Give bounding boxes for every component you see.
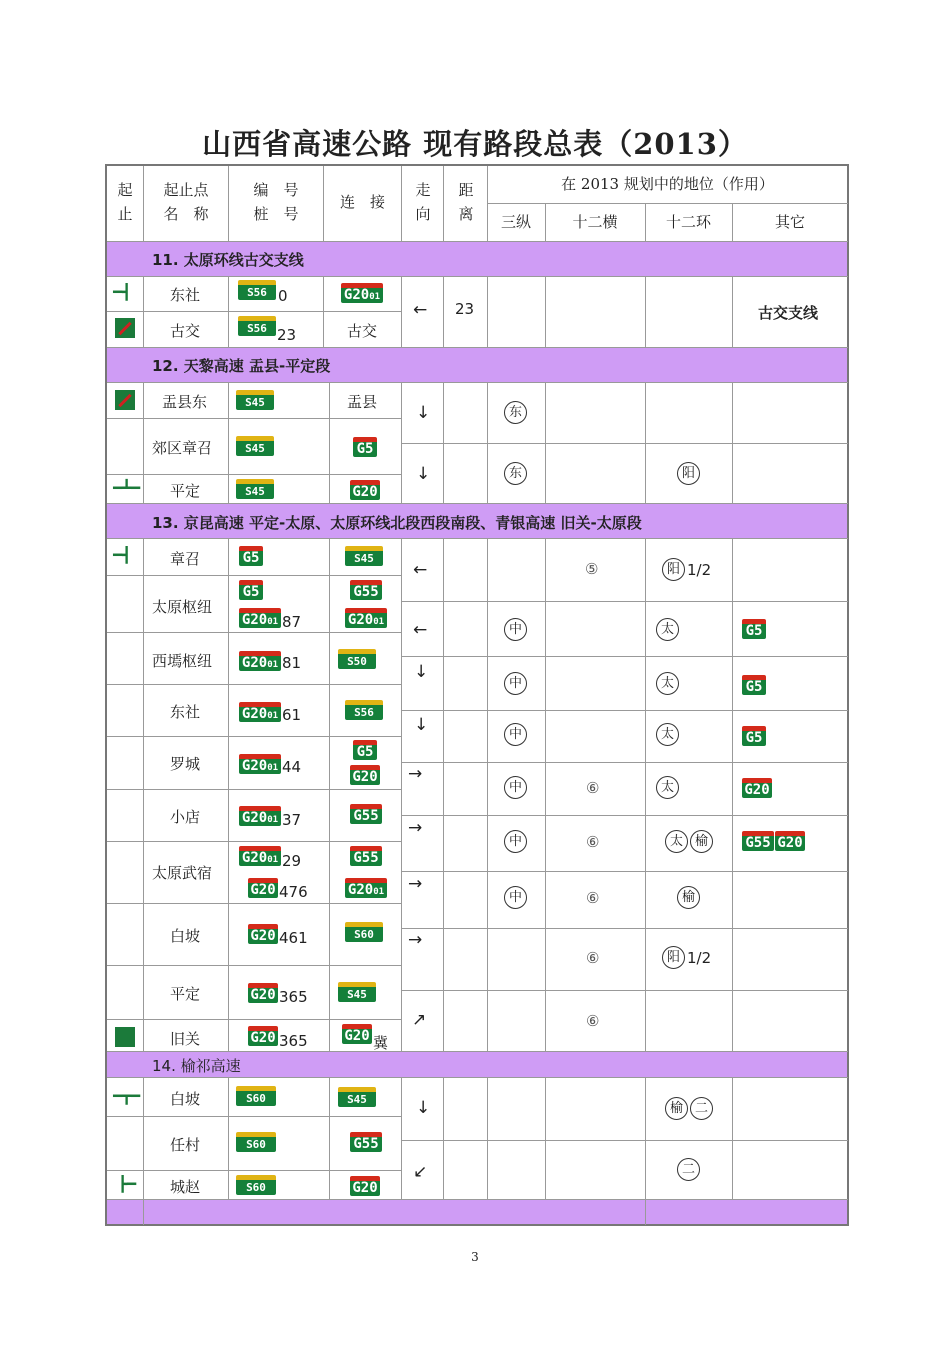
direction-right-icon: →: [408, 764, 423, 784]
header-shierhuan: 十二环: [665, 213, 711, 231]
circled-mark: 榆: [677, 886, 700, 909]
circled-mark: 中: [504, 830, 527, 853]
circled-number-mark: ⑥: [586, 889, 600, 907]
direction-down-icon: ↓: [414, 715, 429, 735]
route-code: G20: [343, 287, 370, 303]
direction-down-icon: ↓: [416, 1098, 431, 1118]
grid-line: [443, 166, 444, 241]
page-number: 3: [471, 1250, 479, 1264]
route-badge-s56: S56: [238, 316, 276, 336]
grid-line: [487, 1077, 488, 1199]
section-title-14: 14. 榆祁高速: [152, 1057, 241, 1075]
route-badge-g20: G20: [342, 1024, 372, 1044]
connect-text: 盂县: [347, 393, 378, 411]
circled-mark: 东: [504, 401, 527, 424]
grid-line: [732, 276, 733, 347]
section-title-11: 11. 太原环线古交支线: [152, 251, 304, 269]
grid-line: [401, 601, 848, 602]
direction-left-icon: ←: [413, 620, 428, 640]
direction-left-icon: ←: [413, 300, 428, 320]
route-badge-g20: G20: [775, 831, 805, 851]
section-title-13: 13. 京昆高速 平定-太原、太原环线北段西段南段、青银高速 旧关-太原段: [152, 514, 642, 532]
grid-line: [443, 1077, 444, 1199]
grid-line: [107, 1170, 401, 1171]
grid-line: [107, 575, 401, 576]
route-badge-g20: G20: [248, 983, 278, 1003]
circled-mark: 二: [690, 1097, 713, 1120]
route-badge-g2001: [239, 651, 281, 671]
route-badge-g20: G20: [248, 1026, 278, 1046]
route-code-sub: 01: [267, 660, 279, 670]
place-name: 东社: [170, 703, 201, 721]
stake-number: 29: [282, 852, 302, 870]
route-badge-g55: G55: [350, 1132, 382, 1152]
route-badge-g2001: [341, 283, 383, 303]
header-shierheng: 十二横: [572, 213, 618, 231]
direction-down-icon: ↓: [416, 403, 431, 423]
circled-mark: 太: [656, 672, 679, 695]
route-badge-g2001: [345, 878, 387, 898]
route-badge-g55: G55: [350, 804, 382, 824]
route-code-sub: 01: [267, 711, 279, 721]
place-name: 东社: [170, 286, 201, 304]
grid-line: [487, 382, 488, 503]
route-code-sub: 01: [373, 617, 385, 627]
route-code-sub: 01: [369, 292, 381, 302]
place-name: 平定: [170, 985, 201, 1003]
direction-left-icon: ←: [413, 560, 428, 580]
route-badge-g5: G5: [742, 675, 766, 695]
grid-line: [329, 1077, 330, 1199]
route-badge-g2001: [239, 754, 281, 774]
route-badge-g2001: [345, 608, 387, 628]
grid-line: [732, 382, 733, 503]
connect-text: 冀: [373, 1034, 389, 1052]
grid-line: [143, 1077, 144, 1225]
grid-line: [645, 382, 646, 503]
circled-mark: 太: [656, 723, 679, 746]
grid-line: [143, 166, 144, 241]
ratio-text: 1/2: [687, 561, 712, 579]
grid-line: [228, 538, 229, 1051]
stake-number: 461: [279, 929, 308, 947]
route-badge-s60: S60: [236, 1132, 276, 1152]
grid-line: [228, 166, 229, 241]
route-badge-g20: G20: [248, 878, 278, 898]
grid-line: [443, 276, 444, 347]
place-name: 古交: [170, 322, 201, 340]
grid-line: [401, 928, 848, 929]
place-name: 白坡: [170, 927, 201, 945]
route-code: G20: [241, 706, 268, 722]
route-badge-s45: S45: [236, 479, 274, 499]
route-badge-s45: S45: [236, 436, 274, 456]
grid-line: [401, 710, 848, 711]
grid-line: [107, 382, 848, 383]
place-name: 郊区章召: [152, 439, 213, 457]
route-badge-s60: S60: [236, 1175, 276, 1195]
header-other: 其它: [774, 213, 805, 231]
grid-line: [645, 1077, 646, 1225]
circled-number-mark: ⑤: [585, 560, 599, 578]
place-name: 太原武宿: [152, 864, 213, 882]
route-badge-g20: G20: [350, 480, 380, 500]
grid-line: [401, 871, 848, 872]
grid-line: [107, 903, 401, 904]
route-badge-g20: G20: [248, 924, 278, 944]
grid-line: [401, 762, 848, 763]
circled-mark: 阳: [662, 946, 685, 969]
direction-right-icon: →: [408, 874, 423, 894]
circled-number-mark: ⑥: [586, 779, 600, 797]
circled-mark: 阳: [662, 558, 685, 581]
route-badge-s60: S60: [236, 1086, 276, 1106]
route-code-sub: 01: [267, 855, 279, 865]
route-badge-s56: S56: [345, 700, 383, 720]
route-code: G20: [241, 612, 268, 628]
grid-line: [443, 538, 444, 1051]
route-badge-g2001: [239, 702, 281, 722]
route-badge-s60: S60: [345, 922, 383, 942]
route-badge-g55: G55: [350, 580, 382, 600]
grid-line: [107, 1199, 848, 1200]
route-badge-s56: S56: [238, 280, 276, 300]
circled-number-mark: ⑥: [586, 1012, 600, 1030]
header-group: 在 2013 规划中的地位（作用）: [561, 175, 774, 193]
grid-line: [107, 841, 401, 842]
grid-line: [545, 276, 546, 347]
grid-line: [732, 538, 733, 1051]
place-name: 旧关: [170, 1030, 201, 1048]
grid-line: [107, 736, 401, 737]
route-badge-g2001: [239, 806, 281, 826]
grid-line: [732, 1077, 733, 1199]
header-connect: 连 接: [339, 193, 385, 211]
grid-line: [107, 311, 401, 312]
stake-number: 365: [279, 1032, 308, 1050]
place-name: 罗城: [170, 755, 201, 773]
route-badge-g20: G20: [350, 765, 380, 785]
place-name: 白坡: [170, 1090, 201, 1108]
direction-right-icon: →: [408, 818, 423, 838]
route-code: G20: [241, 655, 268, 671]
route-code: G20: [241, 810, 268, 826]
expressway-start-icon: [115, 1027, 135, 1047]
stake-number: 476: [279, 883, 308, 901]
direction-up-right-icon: ↗: [412, 1010, 427, 1030]
other-note: 古交支线: [758, 304, 819, 322]
route-badge-g5: G5: [239, 580, 263, 600]
header-name: 起止点 名 称: [163, 181, 209, 223]
grid-line: [487, 276, 488, 347]
circled-mark: 阳: [677, 462, 700, 485]
grid-line: [107, 1019, 401, 1020]
route-badge-s45: S45: [236, 390, 274, 410]
route-code-sub: 01: [267, 815, 279, 825]
grid-line: [545, 382, 546, 503]
circled-mark: 中: [504, 618, 527, 641]
no-expressway-icon: [115, 390, 135, 410]
route-code: G20: [241, 850, 268, 866]
grid-line: [107, 347, 848, 348]
distance-value: 23: [455, 300, 475, 318]
junction-symbol-icon: ━┫: [113, 546, 132, 564]
grid-line: [401, 443, 848, 444]
grid-line: [107, 965, 401, 966]
page-title: 山西省高速公路 现有路段总表（2013）: [202, 127, 748, 161]
route-badge-g55: G55: [742, 831, 774, 851]
stake-number: 87: [282, 613, 302, 631]
section-title-12: 12. 天黎高速 盂县-平定段: [152, 357, 331, 375]
route-code-sub: 01: [373, 887, 385, 897]
circled-mark: 榆: [690, 830, 713, 853]
place-name: 小店: [170, 808, 201, 826]
circled-mark: 太: [656, 776, 679, 799]
direction-down-icon: ↓: [414, 662, 429, 682]
route-badge-g5: G5: [742, 619, 766, 639]
circled-mark: 榆: [665, 1097, 688, 1120]
grid-line: [329, 382, 330, 503]
ratio-text: 1/2: [687, 949, 712, 967]
grid-line: [329, 538, 330, 1051]
route-badge-g5: G5: [353, 740, 377, 760]
circled-mark: 太: [656, 618, 679, 641]
route-code-sub: 01: [267, 763, 279, 773]
circled-mark: 太: [665, 830, 688, 853]
circled-mark: 中: [504, 672, 527, 695]
header-qizhi: 起 止: [117, 181, 133, 223]
grid-line: [107, 241, 848, 242]
place-name: 章召: [170, 550, 201, 568]
grid-line: [228, 382, 229, 503]
grid-line: [143, 276, 144, 347]
grid-line: [487, 538, 488, 1051]
circled-mark: 中: [504, 886, 527, 909]
route-code: G20: [347, 882, 374, 898]
grid-line: [487, 203, 848, 204]
direction-down-left-icon: ↙: [413, 1162, 428, 1182]
junction-symbol-icon: ━┫: [113, 283, 132, 301]
grid-line: [401, 382, 402, 503]
grid-line: [107, 538, 848, 539]
grid-line: [323, 166, 324, 241]
grid-line: [107, 1077, 848, 1078]
header-sanzong: 三纵: [500, 213, 531, 231]
grid-line: [228, 1077, 229, 1199]
route-badge-g55: G55: [350, 846, 382, 866]
grid-line: [107, 1116, 401, 1117]
route-code-sub: 01: [267, 617, 279, 627]
grid-line: [107, 418, 401, 419]
grid-line: [107, 1051, 848, 1052]
grid-line: [143, 538, 144, 1051]
grid-line: [401, 166, 402, 241]
place-name: 平定: [170, 482, 201, 500]
route-code: G20: [241, 758, 268, 774]
grid-line: [545, 1077, 546, 1199]
grid-line: [143, 382, 144, 503]
direction-down-icon: ↓: [416, 464, 431, 484]
grid-line: [545, 538, 546, 1051]
stake-number: 81: [282, 654, 302, 672]
route-badge-s45: S45: [338, 1087, 376, 1107]
junction-symbol-icon: ━┳━: [113, 1087, 141, 1105]
place-name: 太原枢纽: [152, 598, 213, 616]
place-name: 西墕枢纽: [152, 652, 213, 670]
header-distance: 距 离: [458, 181, 474, 223]
grid-line: [323, 276, 324, 347]
grid-line: [401, 656, 848, 657]
place-name: 盂县东: [162, 393, 208, 411]
stake-number: 61: [282, 706, 302, 724]
route-badge-g2001: [239, 608, 281, 628]
route-badge-s50: S50: [338, 649, 376, 669]
grid-line: [107, 474, 401, 475]
grid-line: [401, 815, 848, 816]
grid-line: [401, 1077, 402, 1199]
junction-symbol-icon: ┣━: [118, 1175, 137, 1193]
grid-line: [645, 538, 646, 1051]
stake-number: 0: [278, 287, 288, 305]
route-badge-s45: S45: [345, 546, 383, 566]
stake-number: 37: [282, 811, 302, 829]
circled-mark: 中: [504, 723, 527, 746]
grid-line: [107, 503, 848, 504]
route-badge-g5: G5: [742, 726, 766, 746]
stake-number: 23: [277, 326, 297, 344]
connect-text: 古交: [347, 322, 378, 340]
circled-mark: 中: [504, 776, 527, 799]
route-badge-g20: G20: [350, 1176, 380, 1196]
no-expressway-icon: [115, 318, 135, 338]
place-name: 任村: [170, 1136, 201, 1154]
route-code: G20: [347, 612, 374, 628]
grid-line: [107, 789, 401, 790]
grid-line: [401, 1140, 848, 1141]
circled-mark: 二: [677, 1158, 700, 1181]
header-code: 编 号 桩 号: [253, 181, 299, 223]
stake-number: 44: [282, 758, 302, 776]
grid-line: [401, 276, 402, 347]
junction-symbol-icon: ━┻━: [113, 479, 141, 497]
place-name: 城赵: [170, 1178, 201, 1196]
circled-mark: 东: [504, 462, 527, 485]
grid-line: [443, 382, 444, 503]
grid-line: [401, 990, 848, 991]
route-badge-g20: G20: [742, 778, 772, 798]
circled-number-mark: ⑥: [586, 949, 600, 967]
route-badge-s45: S45: [338, 982, 376, 1002]
route-badge-g5: G5: [239, 546, 263, 566]
header-direction: 走 向: [415, 181, 431, 223]
grid-line: [645, 276, 646, 347]
grid-line: [107, 684, 401, 685]
grid-line: [401, 538, 402, 1051]
stake-number: 365: [279, 988, 308, 1006]
route-badge-g2001: [239, 846, 281, 866]
circled-number-mark: ⑥: [586, 833, 600, 851]
route-badge-g5: G5: [353, 437, 377, 457]
direction-right-icon: →: [408, 930, 423, 950]
grid-line: [107, 276, 848, 277]
grid-line: [228, 276, 229, 347]
grid-line: [107, 632, 401, 633]
